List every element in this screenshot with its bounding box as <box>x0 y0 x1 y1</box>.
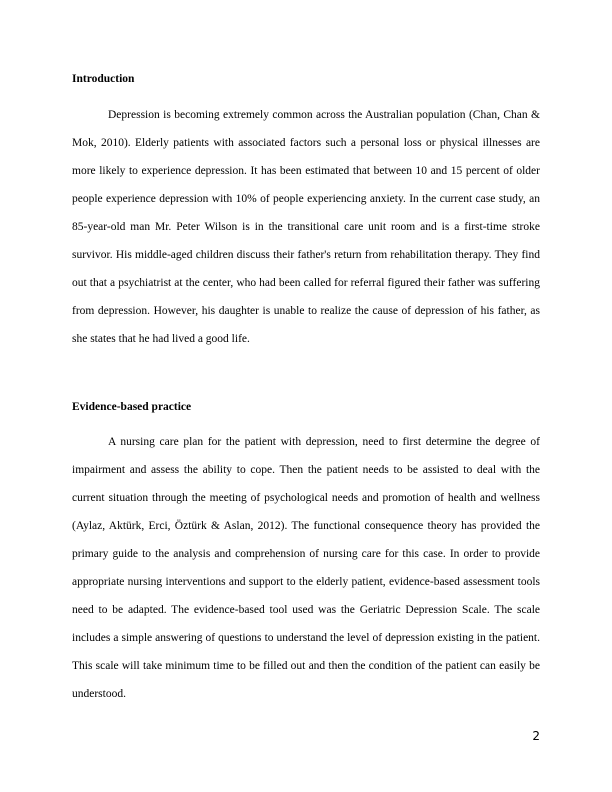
introduction-paragraph: Depression is becoming extremely common across the Australian population (Chan, Chan & Mok, 2010). Elderly patients with associated factors such a personal loss or physical illnesses are more likely to experience depression. It has been estimated that between 10 and 15 percent of older people experience depression with 10% of people experiencing anxiety. In the current case study, an 85-year-old man Mr. Peter Wilson is in the transitional care unit room and is a first-time stroke survivor. His middle-aged children discuss their father's return from rehabilitation therapy. They find out that a psychiatrist at the center, who had been called for referral figured their father was suffering from depression. However, his daughter is unable to realize the cause of depression of his father, as she states that he had lived a good life. <box>72 109 540 345</box>
evidence-based-practice-paragraph: A nursing care plan for the patient with depression, need to first determine the degree of impairment and assess the ability to cope. Then the patient needs to be assisted to deal with the current situation through the meeting of psychological needs and promotion of health and wellness (Aylaz, Aktürk, Erci, Öztürk & Aslan, 2012). The functional consequence theory has provided the primary guide to the analysis and comprehension of nursing care for this case. In order to provide appropriate nursing interventions and support to the elderly patient, evidence-based assessment tools need to be adapted. The evidence-based tool used was the Geriatric Depression Scale. The scale includes a simple answering of questions to understand the level of depression existing in the patient. This scale will take minimum time to be filled out and then the condition of the patient can easily be understood. <box>72 436 540 700</box>
section-heading-introduction: Introduction <box>72 73 135 85</box>
page-number: 2 <box>532 729 540 743</box>
section-heading-evidence-based-practice: Evidence-based practice <box>72 401 192 413</box>
